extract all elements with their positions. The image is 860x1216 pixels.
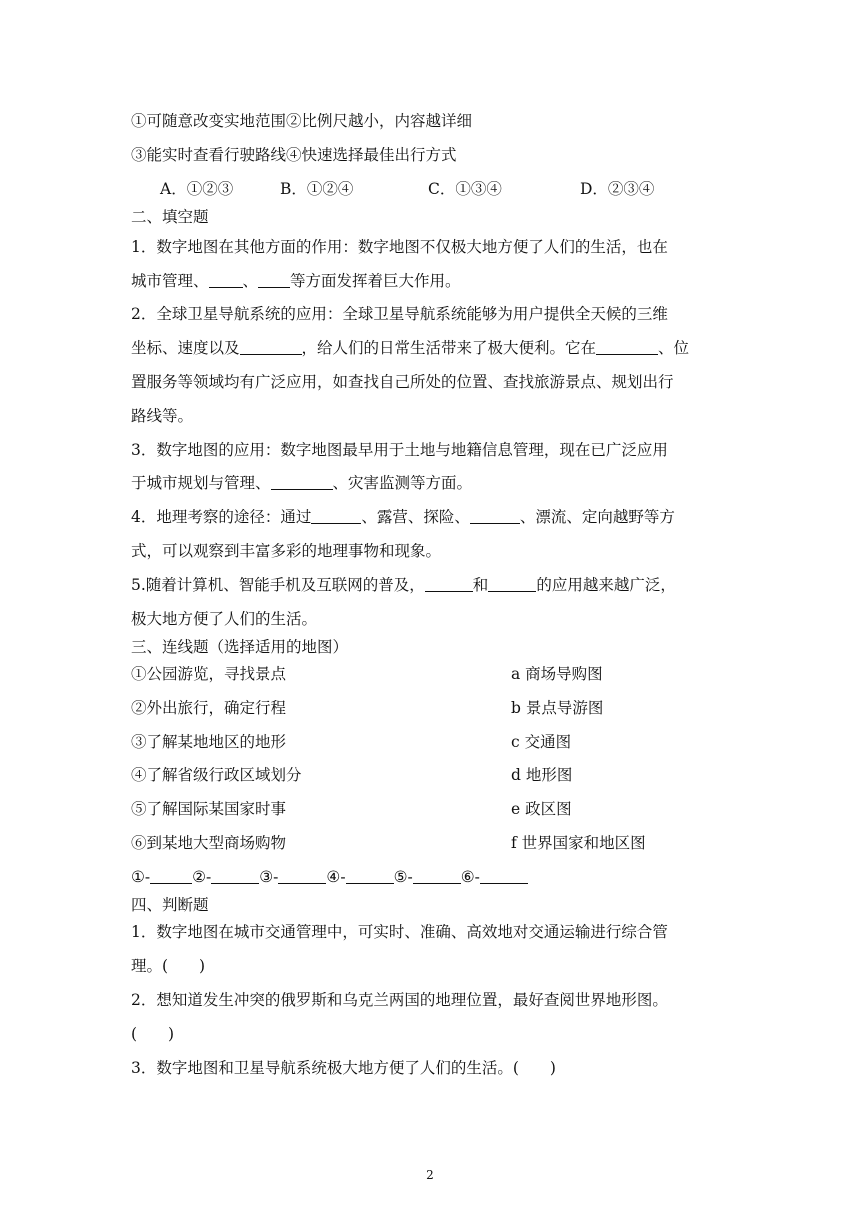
answer-blank bbox=[271, 473, 333, 490]
answer-blank bbox=[480, 867, 528, 884]
mc-statement-line-2: ③能实时查看行驶路线④快速选择最佳出行方式 bbox=[131, 146, 457, 164]
matching-answer-line bbox=[131, 866, 528, 888]
match-left-item: ③了解某地地区的地形 bbox=[131, 733, 287, 751]
judge-q2-line-2: ( ) bbox=[131, 1025, 175, 1043]
section-heading-matching: 三、连线题（选择适用的地图） bbox=[131, 638, 349, 656]
fill-q2-line-3: 置服务等领域均有广泛应用，如查找自己所处的位置、查找旅游景点、规划出行 bbox=[131, 373, 674, 391]
answer-label: ⑥- bbox=[460, 868, 480, 886]
answer-blank bbox=[278, 867, 326, 884]
text-segment: 的应用越来越广泛， bbox=[536, 576, 676, 594]
fill-q3-line-1: 3．数字地图的应用：数字地图最早用于土地与地籍信息管理，现在已广泛应用 bbox=[131, 441, 668, 459]
match-right-item: a 商场导购图 bbox=[511, 665, 603, 683]
section-heading-fill-blank: 二、填空题 bbox=[131, 208, 209, 226]
match-left-item: ②外出旅行，确定行程 bbox=[131, 699, 287, 717]
match-left-item: ⑥到某地大型商场购物 bbox=[131, 834, 287, 852]
judge-q1-line-2: 理。( ) bbox=[131, 957, 206, 975]
match-right-item: e 政区图 bbox=[511, 800, 572, 818]
answer-label: ③- bbox=[259, 868, 279, 886]
text-segment: 、 bbox=[242, 272, 259, 290]
text-segment: 、灾害监测等方面。 bbox=[332, 474, 473, 492]
answer-label: ①- bbox=[131, 868, 151, 886]
judge-q1-line-1: 1．数字地图在城市交通管理中，可实时、准确、高效地对交通运输进行综合管 bbox=[131, 923, 668, 941]
answer-blank bbox=[346, 867, 394, 884]
text-segment: 、位 bbox=[658, 339, 690, 357]
match-left-item: ⑤了解国际某国家时事 bbox=[131, 800, 287, 818]
fill-q1-line-2 bbox=[131, 270, 461, 292]
text-segment: 、漂流、定向越野等方 bbox=[519, 508, 675, 526]
answer-blank bbox=[470, 507, 520, 524]
match-left-item: ①公园游览，寻找景点 bbox=[131, 665, 287, 683]
page-number: 2 bbox=[426, 1168, 434, 1182]
fill-q4-line-2: 式，可以观察到丰富多彩的地理事物和现象。 bbox=[131, 542, 442, 560]
text-segment: 、露营、探险、 bbox=[361, 508, 470, 526]
mc-statement-line-1: ①可随意改变实地范围②比例尺越小，内容越详细 bbox=[131, 112, 473, 130]
fill-q1-line-1: 1．数字地图在其他方面的作用：数字地图不仅极大地方便了人们的生活，也在 bbox=[131, 238, 668, 256]
text-segment: 5.随着计算机、智能手机及互联网的普及， bbox=[131, 576, 425, 594]
fill-q4-line-1 bbox=[131, 506, 675, 528]
text-segment: 等方面发挥着巨大作用。 bbox=[290, 272, 461, 290]
option-a: A．①②③ bbox=[160, 180, 234, 198]
fill-q2-line-4: 路线等。 bbox=[131, 407, 194, 425]
answer-blank bbox=[425, 575, 473, 592]
answer-blank bbox=[413, 867, 461, 884]
text-segment: 4．地理考察的途径：通过 bbox=[131, 508, 312, 526]
answer-blank bbox=[596, 338, 658, 355]
text-segment: ，给人们的日常生活带来了极大便利。它在 bbox=[301, 339, 597, 357]
text-segment: 于城市规划与管理、 bbox=[131, 474, 271, 492]
match-right-item: f 世界国家和地区图 bbox=[511, 834, 646, 852]
text-segment: 城市管理、 bbox=[131, 272, 209, 290]
fill-q3-line-2 bbox=[131, 472, 472, 494]
option-d: D．②③④ bbox=[580, 180, 655, 198]
fill-q5-line-2: 极大地方便了人们的生活。 bbox=[131, 610, 318, 628]
answer-blank bbox=[209, 271, 243, 288]
answer-label: ⑤- bbox=[393, 868, 413, 886]
answer-blank bbox=[311, 507, 361, 524]
answer-label: ④- bbox=[326, 868, 346, 886]
fill-q2-line-2 bbox=[131, 337, 689, 359]
fill-q5-line-1 bbox=[131, 574, 676, 596]
judge-q2-line-1: 2．想知道发生冲突的俄罗斯和乌克兰两国的地理位置，最好查阅世界地形图。 bbox=[131, 991, 668, 1009]
answer-blank bbox=[258, 271, 290, 288]
answer-blank bbox=[488, 575, 536, 592]
text-segment: 和 bbox=[472, 576, 489, 594]
fill-q2-line-1: 2．全球卫星导航系统的应用：全球卫星导航系统能够为用户提供全天候的三维 bbox=[131, 305, 668, 323]
match-right-item: d 地形图 bbox=[511, 766, 573, 784]
section-heading-true-false: 四、判断题 bbox=[131, 896, 209, 914]
match-left-item: ④了解省级行政区域划分 bbox=[131, 766, 302, 784]
answer-label: ②- bbox=[192, 868, 212, 886]
option-b: B．①②④ bbox=[280, 180, 354, 198]
answer-blank bbox=[240, 338, 302, 355]
match-right-item: c 交通图 bbox=[511, 733, 572, 751]
answer-blank bbox=[211, 867, 259, 884]
answer-blank bbox=[150, 867, 192, 884]
judge-q3: 3．数字地图和卫星导航系统极大地方便了人们的生活。( ) bbox=[131, 1059, 556, 1077]
option-c: C．①③④ bbox=[428, 180, 502, 198]
match-right-item: b 景点导游图 bbox=[511, 699, 604, 717]
text-segment: 坐标、速度以及 bbox=[131, 339, 240, 357]
